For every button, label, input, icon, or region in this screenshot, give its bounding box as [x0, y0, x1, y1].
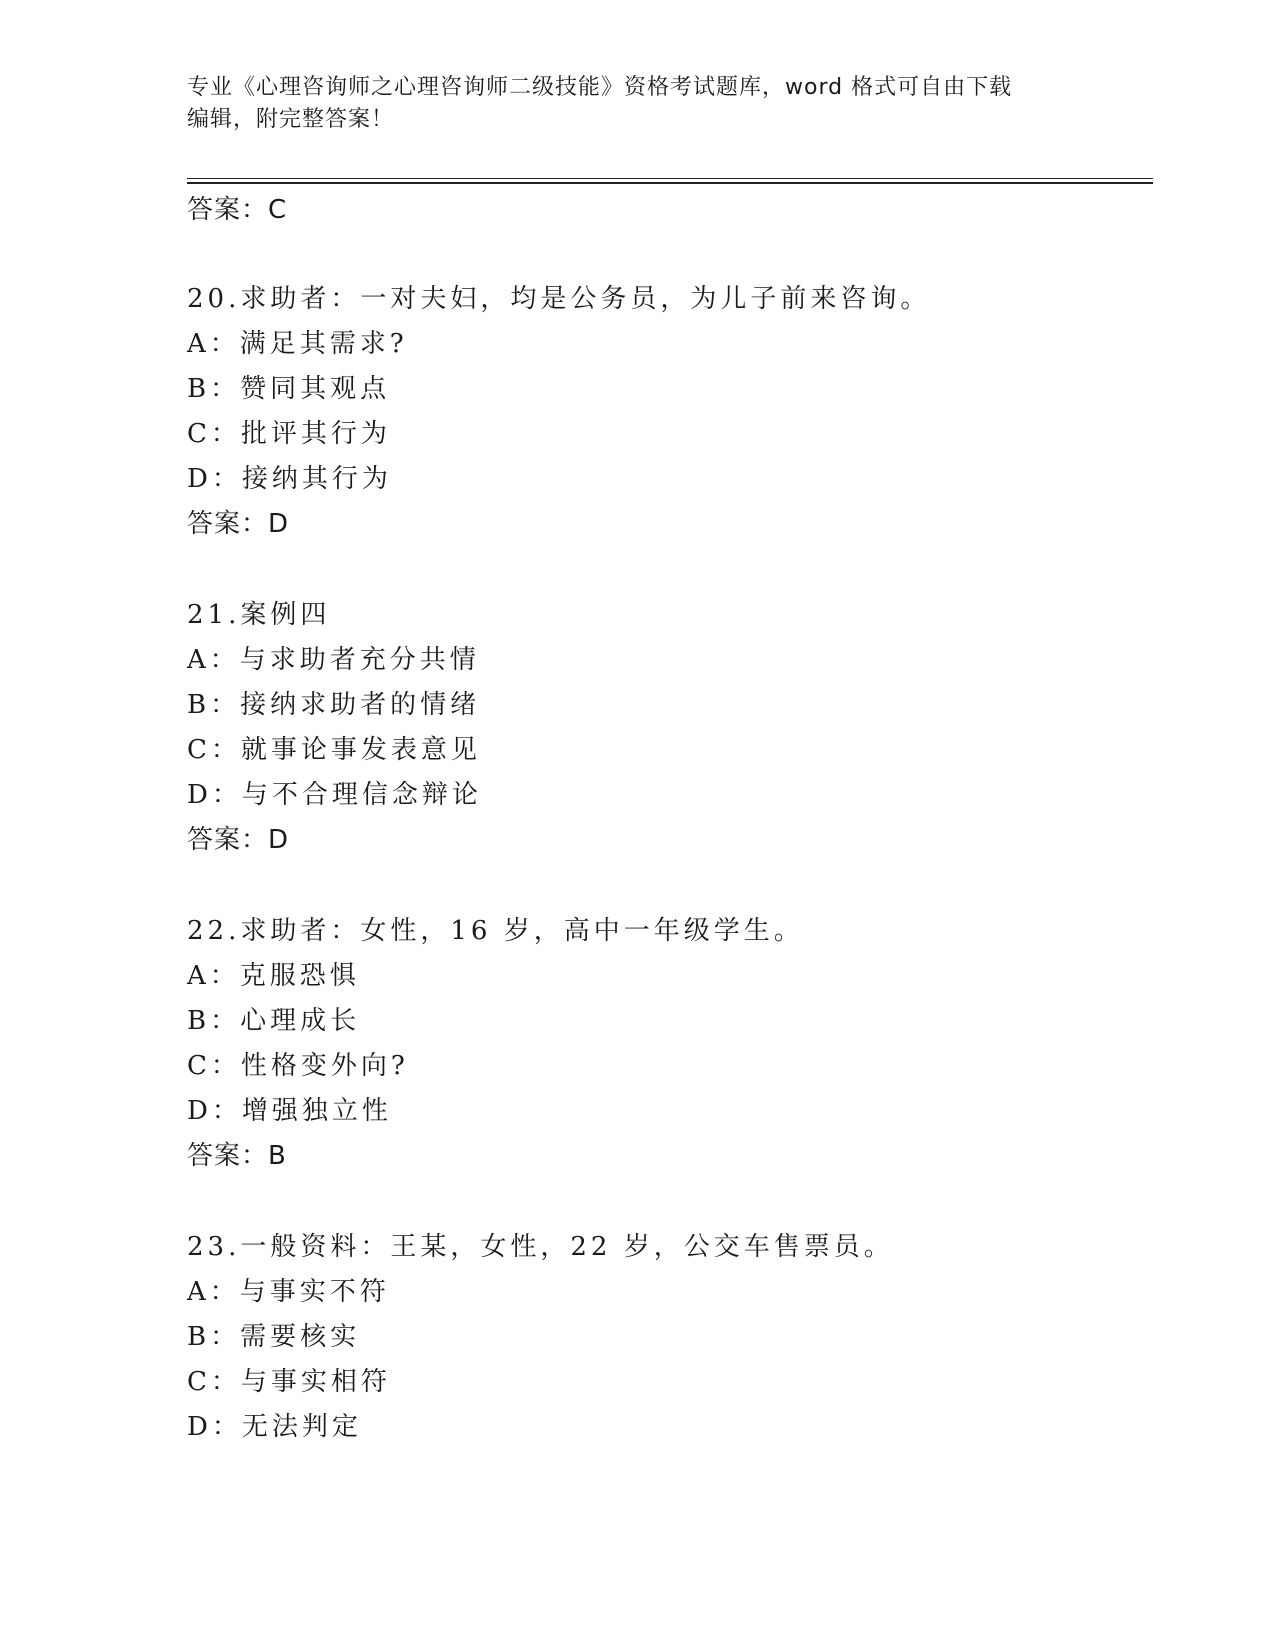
- answer-21: 答案：D: [187, 825, 290, 855]
- header-divider-thin: [187, 178, 1153, 179]
- option-c: C：性格变外向?: [187, 1051, 409, 1081]
- question-stem-21: 21.案例四: [187, 600, 331, 630]
- question-stem-23: 23.一般资料：王某，女性，22 岁，公交车售票员。: [187, 1232, 894, 1262]
- header-line-1: 专业《心理咨询师之心理咨询师二级技能》资格考试题库，word 格式可自由下载: [187, 75, 1013, 100]
- option-d: D：无法判定: [187, 1412, 362, 1442]
- previous-answer: 答案：C: [187, 195, 288, 225]
- option-c: C：批评其行为: [187, 419, 391, 449]
- option-d: D：增强独立性: [187, 1096, 392, 1126]
- option-c: C：就事论事发表意见: [187, 735, 481, 765]
- option-c: C：与事实相符: [187, 1367, 391, 1397]
- answer-20: 答案：D: [187, 509, 290, 539]
- option-b: B：需要核实: [187, 1322, 361, 1352]
- answer-22: 答案：B: [187, 1141, 287, 1171]
- option-b: B：赞同其观点: [187, 374, 391, 404]
- question-stem-20: 20.求助者：一对夫妇，均是公务员，为儿子前来咨询。: [187, 284, 931, 314]
- option-a: A：与事实不符: [187, 1277, 390, 1307]
- option-b: B：心理成长: [187, 1006, 361, 1036]
- option-d: D：接纳其行为: [187, 464, 392, 494]
- option-a: A：满足其需求?: [187, 329, 408, 359]
- header-line-2: 编辑，附完整答案！: [187, 107, 395, 132]
- option-a: A：克服恐惧: [187, 961, 360, 991]
- option-d: D：与不合理信念辩论: [187, 780, 482, 810]
- header-divider-thick: [187, 182, 1153, 184]
- option-b: B：接纳求助者的情绪: [187, 690, 481, 720]
- question-stem-22: 22.求助者：女性，16 岁，高中一年级学生。: [187, 916, 804, 946]
- option-a: A：与求助者充分共情: [187, 645, 480, 675]
- document-header: [187, 72, 1067, 136]
